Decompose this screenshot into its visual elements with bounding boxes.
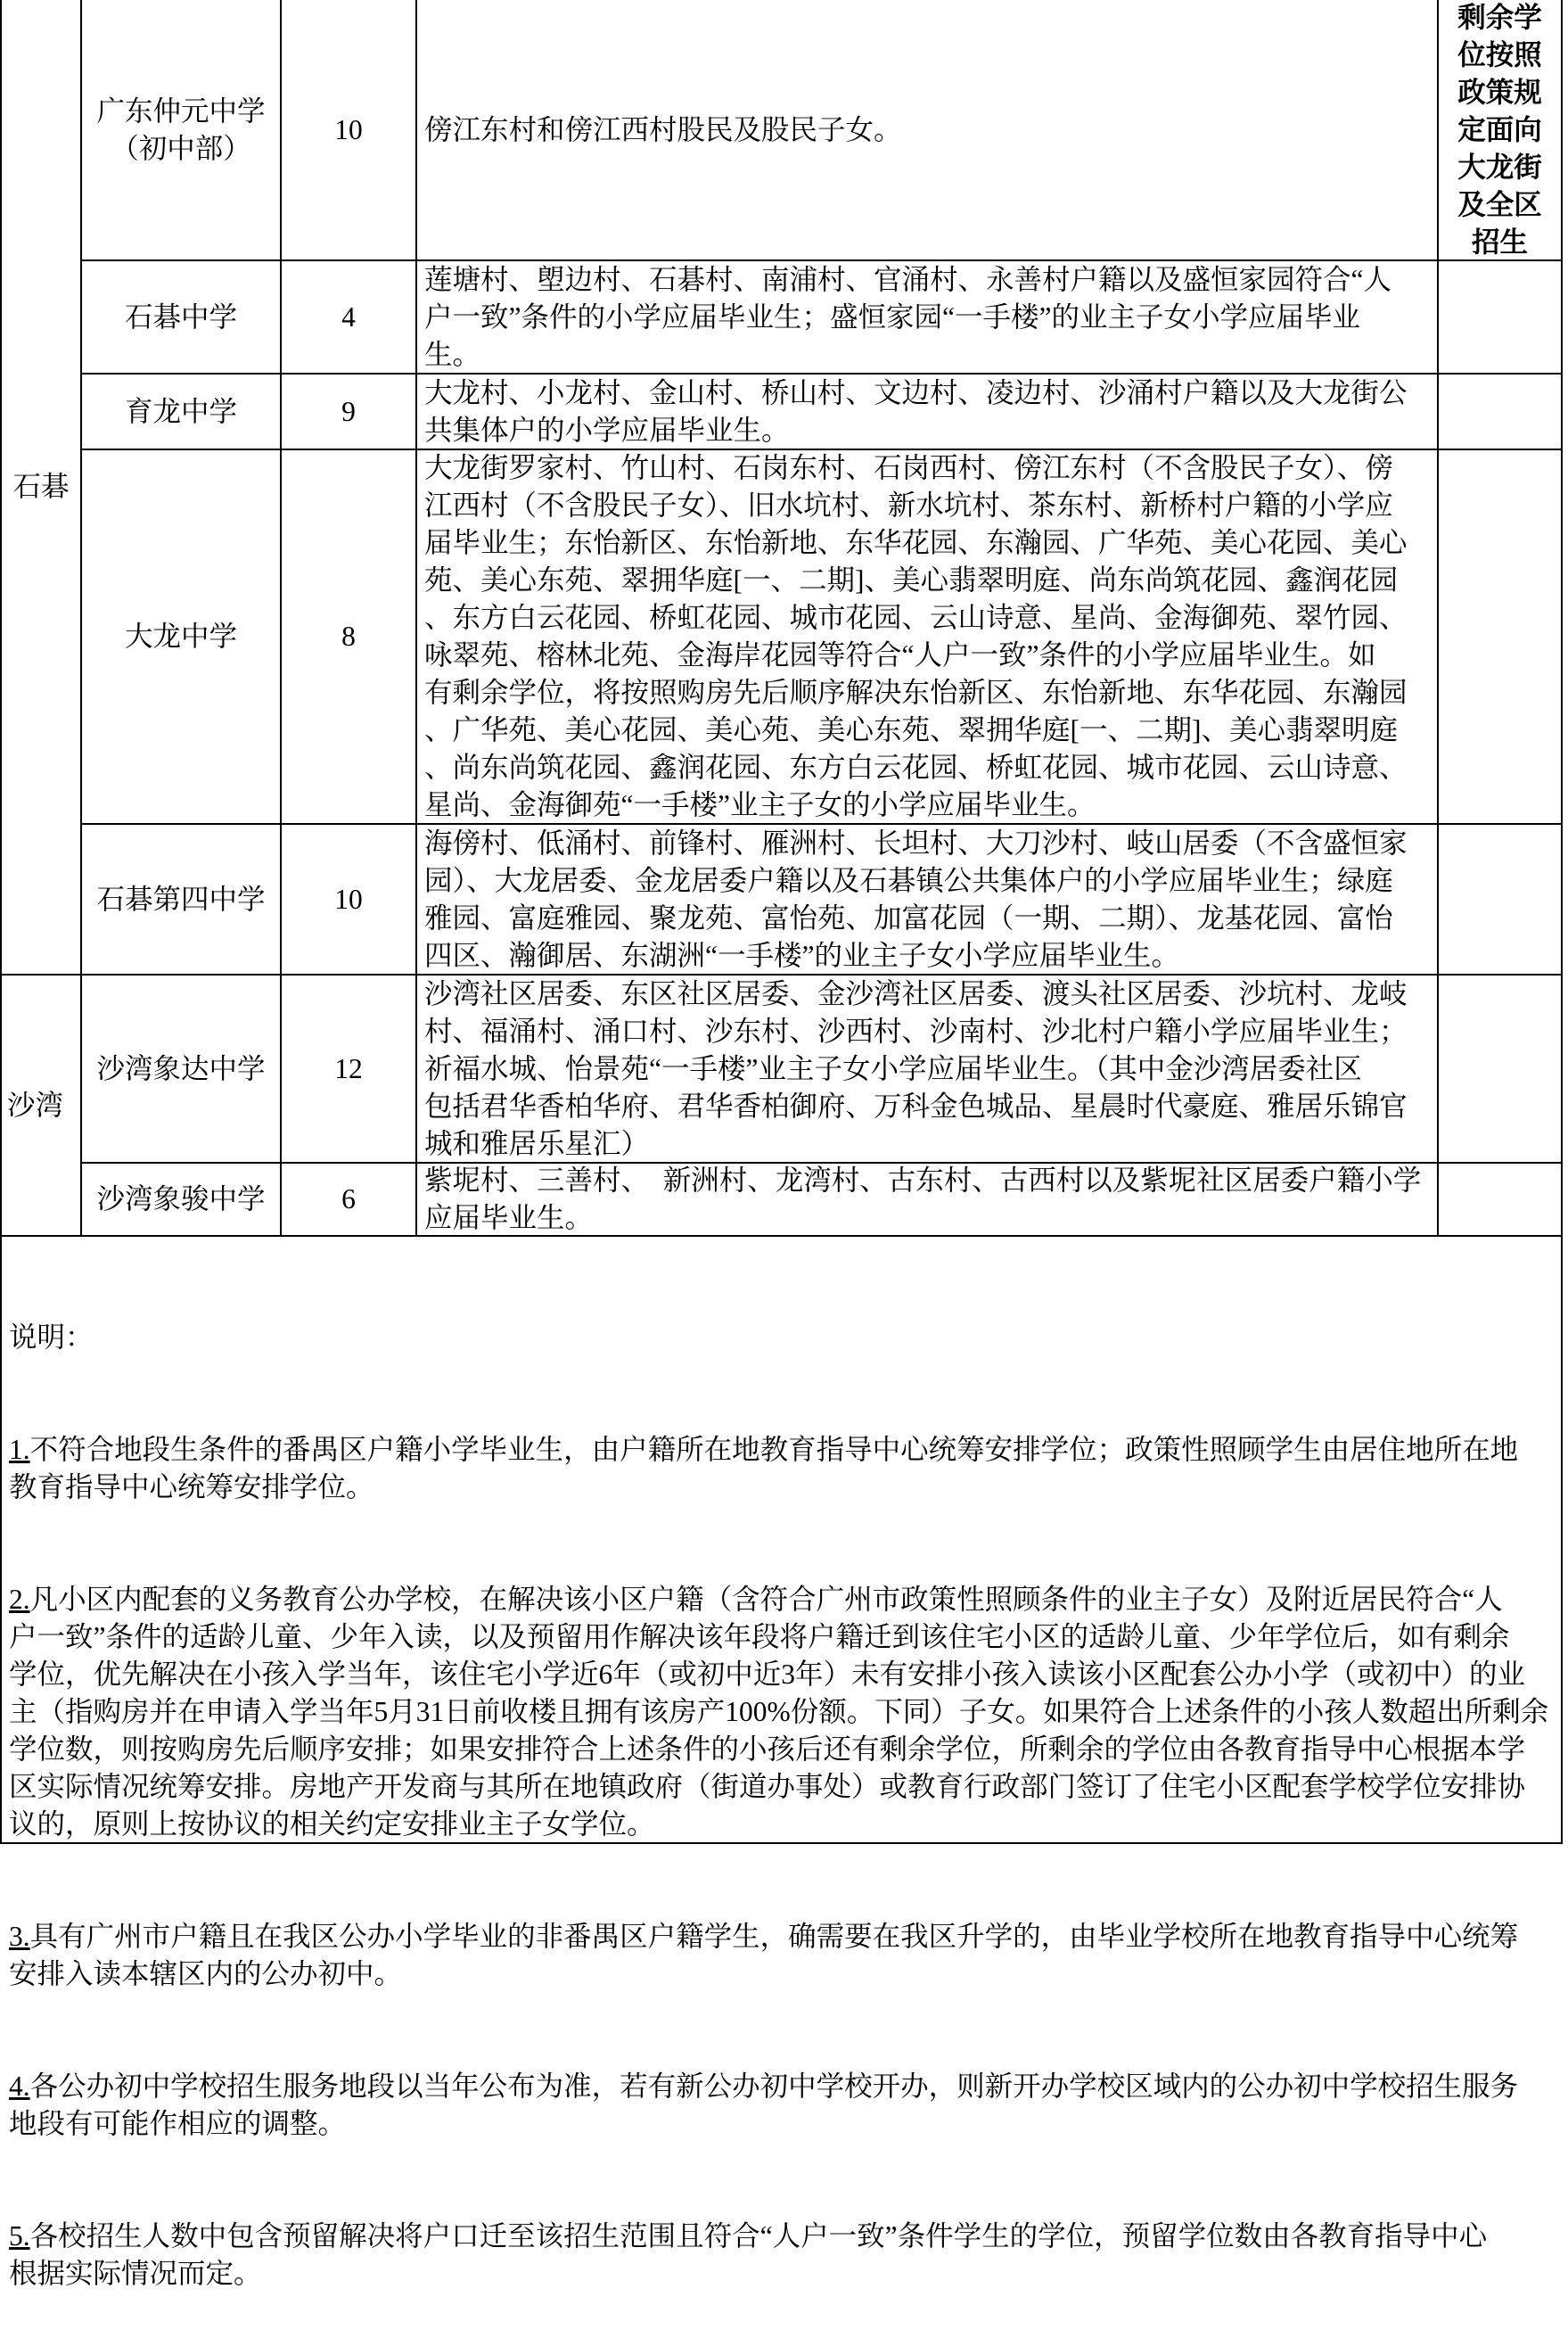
note-item bbox=[9, 1918, 1557, 1993]
note-number: 5. bbox=[9, 2220, 30, 2252]
enrollment-count-cell bbox=[282, 1164, 417, 1237]
remarks-cell bbox=[1439, 450, 1563, 825]
note-text: 凡小区内配套的义务教育公办学校，在解决该小区户籍（含符合广州市政策性照顾条件的业主子女）及附近居民符合“人 户一致”条件的适龄儿童、少年入读，以及预留用作解决该年段将户籍迁到该住宅小区的适龄儿童、少年学位后，如有剩余 学位，优先解决在小孩入学当年，该住宅小学近6年（或初中近3年）未有安排小孩入读该小区配套公办小学（或初中）的业 主（指购房并在申请入学当年5月31日前收楼且拥有该房产100%份额。下同）子女。如果符合上述条件的小孩人数超出所剩余 学位数，则按购房先后顺序安排；如果安排符合上述条件的小孩后还有剩余学位，所剩余的学位由各教育指导中心根据本学 区实际情况统筹安排。房地产开发商与其所在地镇政府（街道办事处）或教育行政部门签订了住宅小区配套学校学位安排协 议的，原则上按协议的相关约定安排业主子女学位。 bbox=[9, 1584, 1549, 1840]
service-area-description: 海傍村、低涌村、前锋村、雁洲村、长坦村、大刀沙村、岐山居委（不含盛恒家 园）、大龙居委、金龙居委户籍以及石碁镇公共集体户的小学应届毕业生；绿庭 雅园、富庭雅园、聚龙苑、富怡苑、加富花园（一期、二期）、龙基花园、富怡 四区、瀚御居、东湖洲“一手楼”的业主子女小学应届毕业生。 bbox=[424, 827, 1408, 971]
service-area-description: 傍江东村和傍江西村股民及股民子女。 bbox=[424, 113, 902, 145]
school-name-cell bbox=[82, 976, 282, 1164]
school-name: 石碁中学 bbox=[124, 301, 237, 333]
note-item bbox=[9, 2068, 1557, 2143]
service-area-description: 莲塘村、塱边村、石碁村、南浦村、官涌村、永善村户籍以及盛恒家园符合“人 户一致”条件的小学应届毕业生；盛恒家园“一手楼”的业主子女小学应届毕业 生。 bbox=[424, 263, 1391, 370]
service-area-cell bbox=[417, 976, 1439, 1164]
enrollment-count: 8 bbox=[341, 621, 356, 652]
remarks-cell bbox=[1439, 261, 1563, 375]
remarks-cell bbox=[1439, 825, 1563, 976]
service-area-cell bbox=[417, 261, 1439, 375]
remarks-cell bbox=[1439, 1164, 1563, 1237]
enrollment-count-cell bbox=[282, 825, 417, 976]
school-name: 沙湾象骏中学 bbox=[96, 1183, 266, 1214]
enrollment-count: 9 bbox=[341, 395, 356, 427]
note-text: 具有广州市户籍且在我区公办小学毕业的非番禺区户籍学生，确需要在我区升学的，由毕业学校所在地教育指导中心统筹 安排入读本辖区内的公办初中。 bbox=[9, 1921, 1519, 1989]
enrollment-count-cell bbox=[282, 450, 417, 825]
note-text: 不符合地段生条件的番禺区户籍小学毕业生，由户籍所在地教育指导中心统筹安排学位；政策性照顾学生由居住地所在地 教育指导中心统筹安排学位。 bbox=[9, 1434, 1519, 1503]
enrollment-count-cell bbox=[282, 375, 417, 450]
note-number: 3. bbox=[9, 1921, 30, 1952]
note-text: 各校招生人数中包含预留解决将户口迁至该招生范围且符合“人户一致”条件学生的学位，预留学位数由各教育指导中心 根据实际情况而定。 bbox=[9, 2220, 1488, 2289]
district-cell-shiqi bbox=[0, 0, 82, 976]
school-name-cell bbox=[82, 825, 282, 976]
service-area-description: 大龙街罗家村、竹山村、石岗东村、石岗西村、傍江东村（不含股民子女）、傍 江西村（不含股民子女）、旧水坑村、新水坑村、茶东村、新桥村户籍的小学应 届毕业生；东怡新区、东怡新地、东华花园、东瀚园、广华苑、美心花园、美心 苑、美心东苑、翠拥华庭[一、二期]、美心翡翠明庭、尚东尚筑花园、鑫润花园 、东方白云花园、桥虹花园、城市花园、云山诗意、星尚、金海御苑、翠竹园、 咏翠苑、榕林北苑、金海岸花园等符合“人户一致”条件的小学应届毕业生。如 有剩余学位，将按照购房先后顺序解决东怡新区、东怡新地、东华花园、东瀚园 、广华苑、美心花园、美心苑、美心东苑、翠拥华庭[一、二期]、美心翡翠明庭 、尚东尚筑花园、鑫润花园、东方白云花园、桥虹花园、城市花园、云山诗意、 星尚、金海御苑“一手楼”业主子女的小学应届毕业生。 bbox=[424, 452, 1408, 820]
enrollment-count: 10 bbox=[334, 883, 363, 915]
school-name-cell bbox=[82, 1164, 282, 1237]
remarks-cell bbox=[1439, 0, 1563, 261]
notes-section bbox=[0, 1237, 1563, 2289]
enrollment-count-cell bbox=[282, 976, 417, 1164]
service-area-cell bbox=[417, 450, 1439, 825]
school-name-cell bbox=[82, 261, 282, 375]
district-name: 石碁 bbox=[12, 471, 70, 502]
note-item bbox=[9, 2218, 1557, 2293]
enrollment-count: 4 bbox=[341, 301, 356, 333]
note-number: 2. bbox=[9, 1584, 30, 1615]
enrollment-count-cell bbox=[282, 261, 417, 375]
school-name-cell bbox=[82, 450, 282, 825]
service-area-cell bbox=[417, 375, 1439, 450]
school-name: 大龙中学 bbox=[124, 621, 237, 652]
service-area-cell bbox=[417, 0, 1439, 261]
enrollment-count: 6 bbox=[341, 1183, 356, 1214]
school-name-cell bbox=[82, 0, 282, 261]
enrollment-count: 12 bbox=[334, 1052, 363, 1084]
service-area-description: 沙湾社区居委、东区社区居委、金沙湾社区居委、渡头社区居委、沙坑村、龙岐 村、福涌村、涌口村、沙东村、沙西村、沙南村、沙北村户籍小学应届毕业生； 祈福水城、怡景苑“一手楼”业主子女小学应届毕业生。（其中金沙湾居委社区 包括君华香柏华府、君华香柏御府、万科金色城品、星晨时代豪庭、雅居乐锦官 城和雅居乐星汇） bbox=[424, 977, 1408, 1159]
service-area-cell bbox=[417, 825, 1439, 976]
notes-heading: 说明： bbox=[9, 1321, 94, 1353]
note-item bbox=[9, 1581, 1557, 1843]
school-name: 育龙中学 bbox=[124, 395, 237, 427]
district-cell-shawan bbox=[0, 976, 82, 1237]
school-name: 石碁第四中学 bbox=[96, 883, 266, 915]
school-name: 沙湾象达中学 bbox=[96, 1052, 266, 1084]
remarks-text: 剩余学 位按照 政策规 定面向 大龙街 及全区 招生 bbox=[1457, 1, 1542, 258]
remarks-cell bbox=[1439, 375, 1563, 450]
school-name-cell bbox=[82, 375, 282, 450]
note-text: 各公办初中学校招生服务地段以当年公布为准，若有新公办初中学校开办，则新开办学校区域内的公办初中学校招生服务 地段有可能作相应的调整。 bbox=[9, 2071, 1519, 2139]
district-name: 沙湾 bbox=[7, 1089, 64, 1121]
note-number: 1. bbox=[9, 1434, 30, 1465]
enrollment-count: 10 bbox=[334, 113, 363, 145]
remarks-cell bbox=[1439, 976, 1563, 1164]
service-area-description: 紫坭村、三善村、 新洲村、龙湾村、古东村、古西村以及紫坭社区居委户籍小学 应届毕业生。 bbox=[424, 1165, 1422, 1233]
enrollment-count-cell bbox=[282, 0, 417, 261]
service-area-cell bbox=[417, 1164, 1439, 1237]
service-area-description: 大龙村、小龙村、金山村、桥山村、文边村、凌边村、沙涌村户籍以及大龙街公 共集体户的小学应届毕业生。 bbox=[424, 376, 1408, 446]
note-number: 4. bbox=[9, 2071, 30, 2102]
note-item bbox=[9, 1431, 1557, 1506]
school-name: 广东仲元中学 （初中部） bbox=[96, 95, 266, 164]
